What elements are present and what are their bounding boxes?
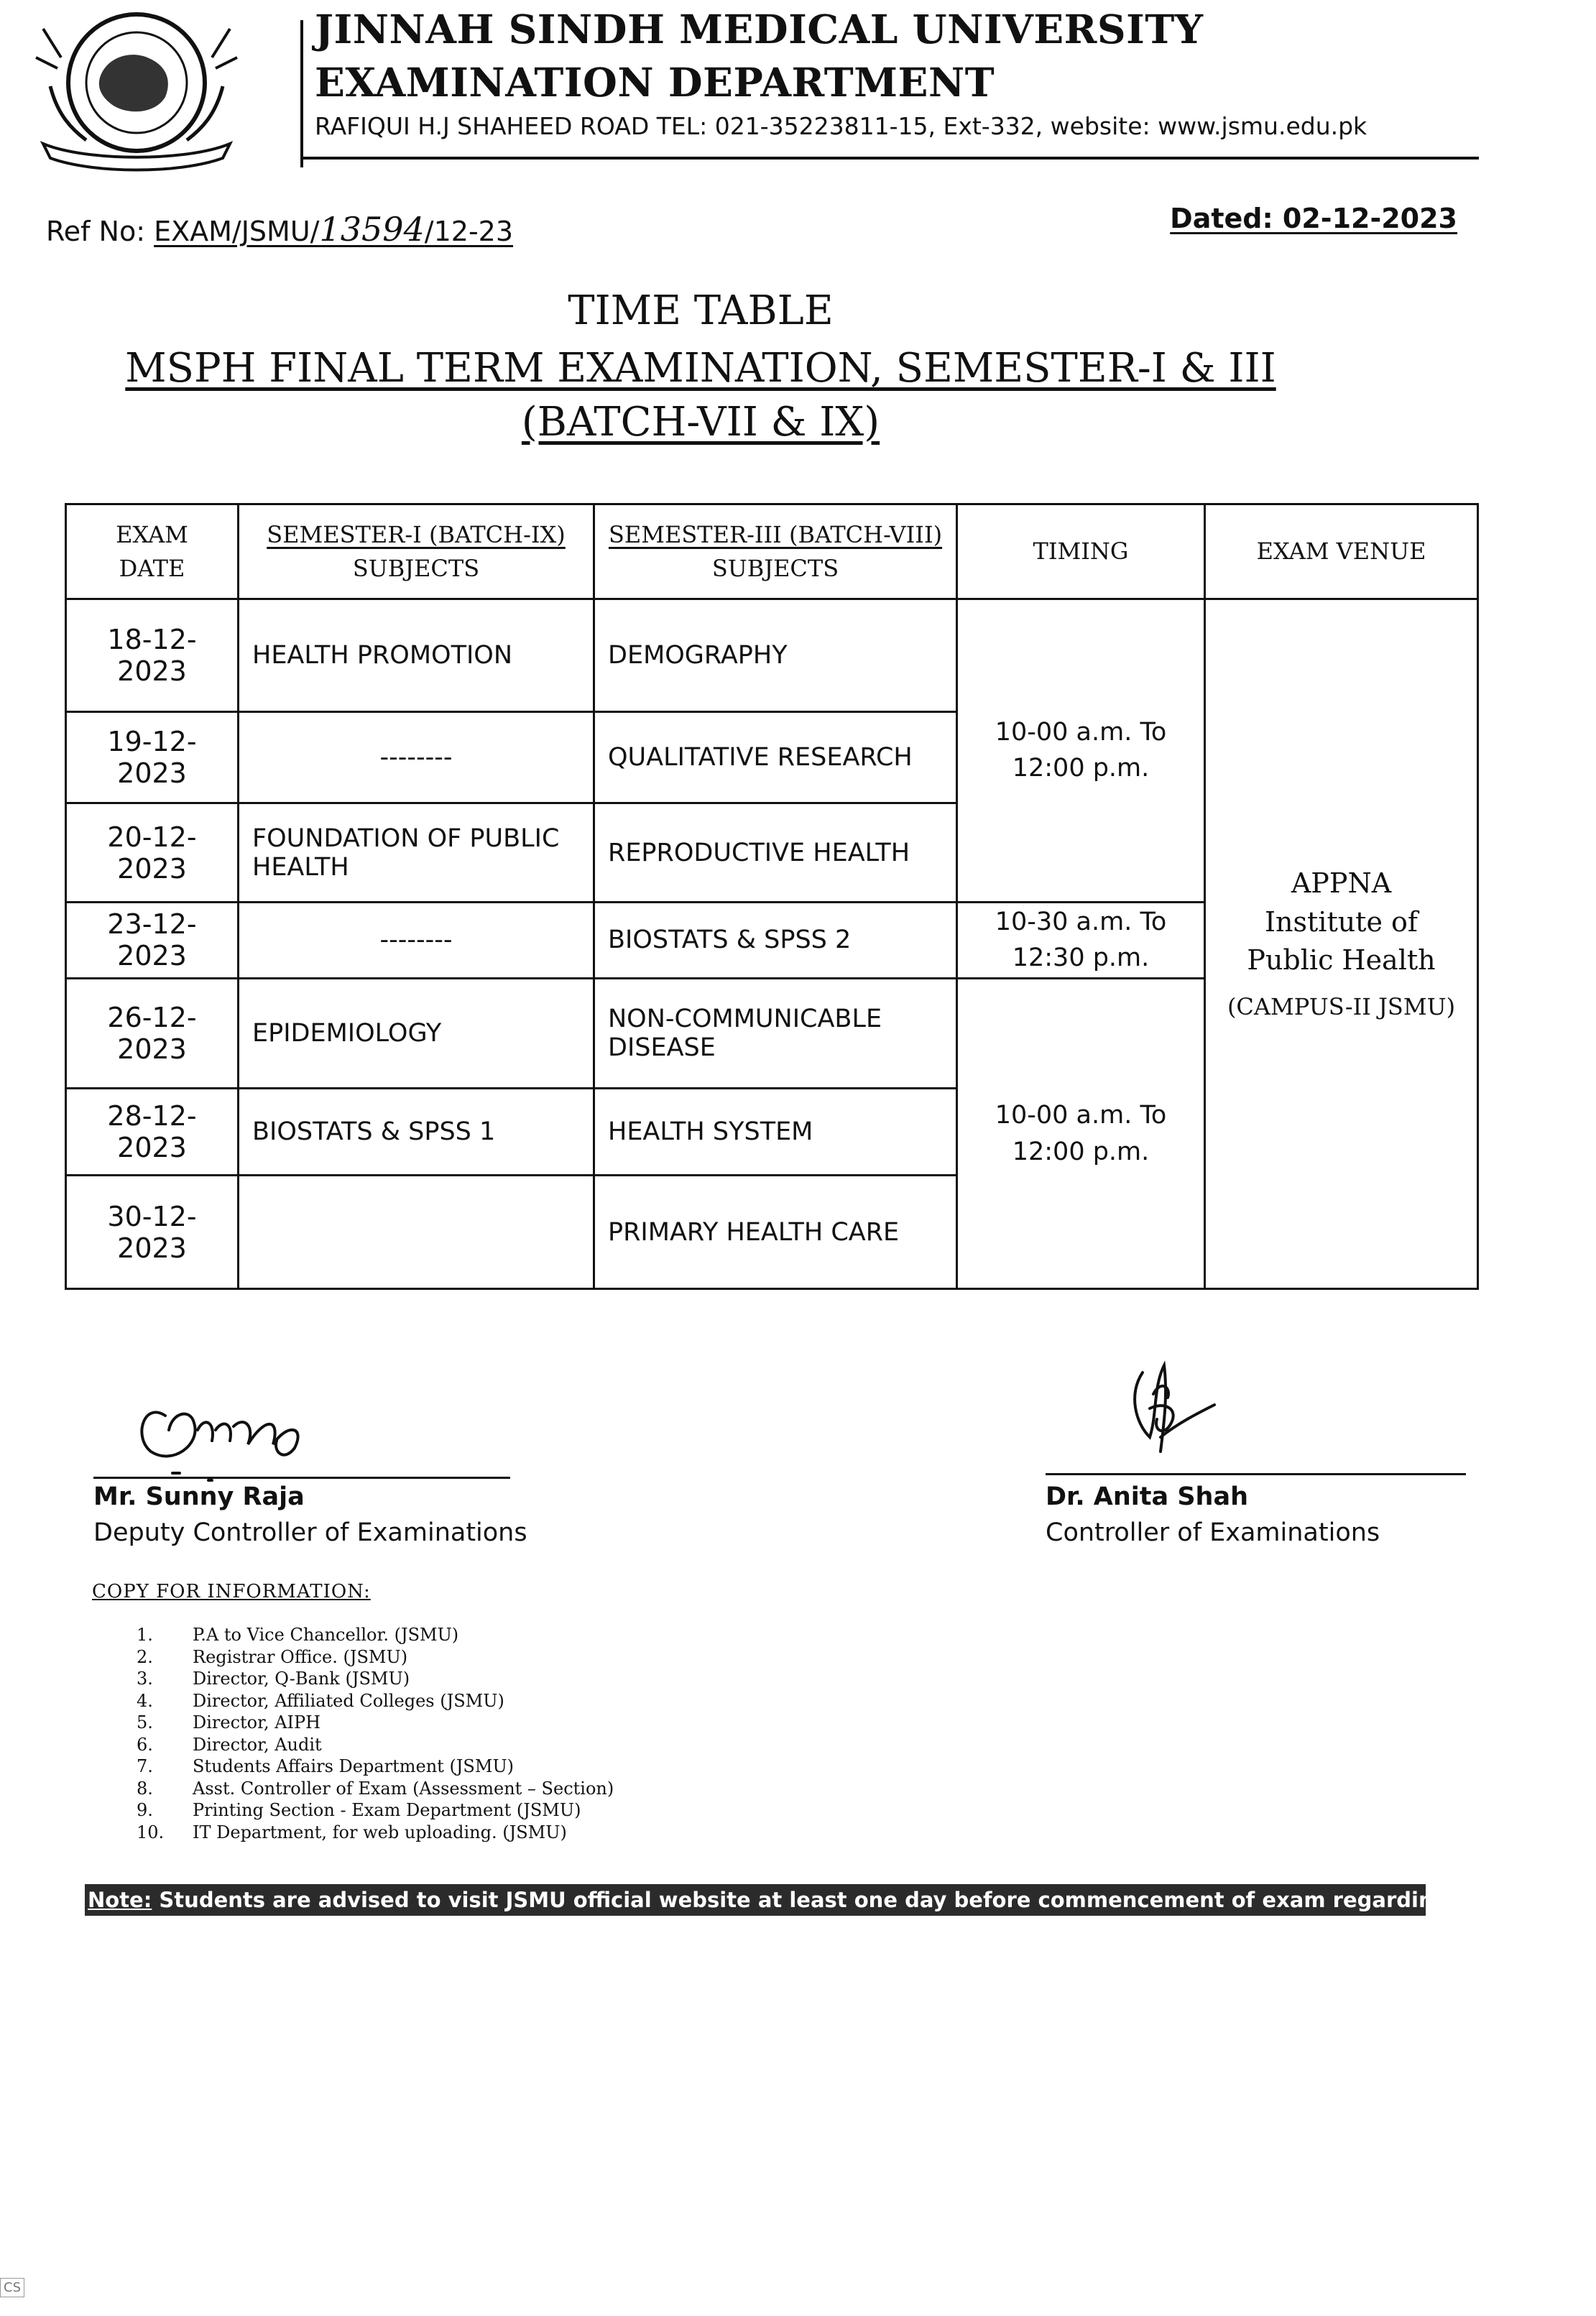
header-vertical-rule	[300, 20, 303, 167]
list-item: 8. Asst. Controller of Exam (Assessment – Section)	[137, 1778, 614, 1799]
semester-3-subject: HEALTH SYSTEM	[594, 1088, 957, 1176]
note-bar	[85, 1884, 1596, 1916]
list-item: 3. Director, Q-Bank (JSMU)	[137, 1669, 410, 1689]
semester-3-subject: QUALITATIVE RESEARCH	[594, 712, 957, 803]
ref-suffix: /12-23	[424, 216, 514, 247]
university-seal-logo	[29, 7, 244, 183]
signature-right-image	[1099, 1351, 1329, 1473]
header-exam-date: EXAM DATE	[66, 504, 239, 599]
header-semester-1: SEMESTER-I (BATCH-IX) SUBJECTS	[239, 504, 594, 599]
ref-handwritten-number: 13594	[319, 210, 425, 249]
title-exam-name: MSPH FINAL TERM EXAMINATION, SEMESTER-I & III	[125, 345, 1276, 392]
signatory-right-name: Dr. Anita Shah	[1046, 1482, 1248, 1511]
reference-number	[46, 210, 513, 249]
semester-1-subject: EPIDEMIOLOGY	[239, 979, 594, 1088]
exam-date: 26-12-2023	[66, 979, 239, 1088]
semester-1-subject: --------	[239, 902, 594, 979]
signatory-left-title: Deputy Controller of Examinations	[93, 1518, 527, 1547]
exam-date: 18-12-2023	[66, 599, 239, 712]
list-item: 9. Printing Section - Exam Department (JSMU)	[137, 1800, 581, 1820]
list-item: 4. Director, Affiliated Colleges (JSMU)	[137, 1690, 504, 1711]
note-text: Students are advised to visit JSMU official website at least one day before commencement of exam regarding any update.	[152, 1888, 1596, 1912]
timing-cell: 10-00 a.m. To 12:00 p.m.	[957, 979, 1205, 1289]
header-exam-venue: EXAM VENUE	[1205, 504, 1478, 599]
semester-3-subject: PRIMARY HEALTH CARE	[594, 1176, 957, 1289]
dated: Dated: 02-12-2023	[1170, 203, 1457, 234]
ref-value	[154, 210, 514, 249]
exam-date: 19-12-2023	[66, 712, 239, 803]
list-item: 10. IT Department, for web uploading. (JSMU)	[137, 1822, 567, 1842]
timing-cell: 10-30 a.m. To 12:30 p.m.	[957, 902, 1205, 979]
table-header-row	[66, 504, 1478, 599]
header-horizontal-rule	[300, 157, 1479, 160]
exam-date: 20-12-2023	[66, 803, 239, 902]
copy-for-information-heading: COPY FOR INFORMATION:	[92, 1581, 371, 1602]
list-item: 7. Students Affairs Department (JSMU)	[137, 1756, 515, 1776]
list-item: 6. Director, Audit	[137, 1734, 322, 1755]
title-batch: (BATCH-VII & IX)	[521, 399, 880, 446]
semester-1-subject: HEALTH PROMOTION	[239, 599, 594, 712]
semester-3-subject: BIOSTATS & SPSS 2	[594, 902, 957, 979]
ref-label: Ref No:	[46, 216, 154, 247]
ref-prefix: EXAM/JSMU/	[154, 216, 320, 247]
semester-3-subject: NON-COMMUNICABLE DISEASE	[594, 979, 957, 1088]
header-semester-3: SEMESTER-III (BATCH-VIII) SUBJECTS	[594, 504, 957, 599]
list-item: 1. P.A to Vice Chancellor. (JSMU)	[137, 1625, 459, 1645]
scanner-watermark: CS	[0, 2278, 24, 2297]
address-line: RAFIQUI H.J SHAHEED ROAD TEL: 021-35223811-15, Ext-332, website: www.jsmu.edu.pk	[315, 112, 1367, 140]
table-row	[66, 599, 1478, 712]
signature-left-line	[93, 1477, 510, 1479]
exam-date: 28-12-2023	[66, 1088, 239, 1176]
semester-1-subject: FOUNDATION OF PUBLIC HEALTH	[239, 803, 594, 902]
university-name: JINNAH SINDH MEDICAL UNIVERSITY	[315, 6, 1204, 52]
title-time-table: TIME TABLE	[568, 287, 834, 334]
semester-3-subject: DEMOGRAPHY	[594, 599, 957, 712]
semester-3-subject: REPRODUCTIVE HEALTH	[594, 803, 957, 902]
semester-1-subject: --------	[239, 712, 594, 803]
header-timing: TIMING	[957, 504, 1205, 599]
signatory-right-title: Controller of Examinations	[1046, 1518, 1380, 1547]
semester-1-subject: BIOSTATS & SPSS 1	[239, 1088, 594, 1176]
department-name: EXAMINATION DEPARTMENT	[315, 59, 995, 106]
exam-venue-cell: APPNA Institute of Public Health (CAMPUS-II JSMU)	[1205, 599, 1478, 1289]
semester-1-subject	[239, 1176, 594, 1289]
exam-date: 30-12-2023	[66, 1176, 239, 1289]
signature-right-line	[1046, 1473, 1466, 1475]
list-item: 2. Registrar Office. (JSMU)	[137, 1646, 408, 1667]
timing-cell: 10-00 a.m. To 12:00 p.m.	[957, 599, 1205, 903]
note-label: Note:	[88, 1888, 152, 1912]
timetable	[65, 503, 1479, 1290]
signatory-left-name: Mr. Sunny Raja	[93, 1482, 305, 1511]
exam-date: 23-12-2023	[66, 902, 239, 979]
list-item: 5. Director, AIPH	[137, 1712, 321, 1733]
copy-list	[137, 1624, 614, 1843]
